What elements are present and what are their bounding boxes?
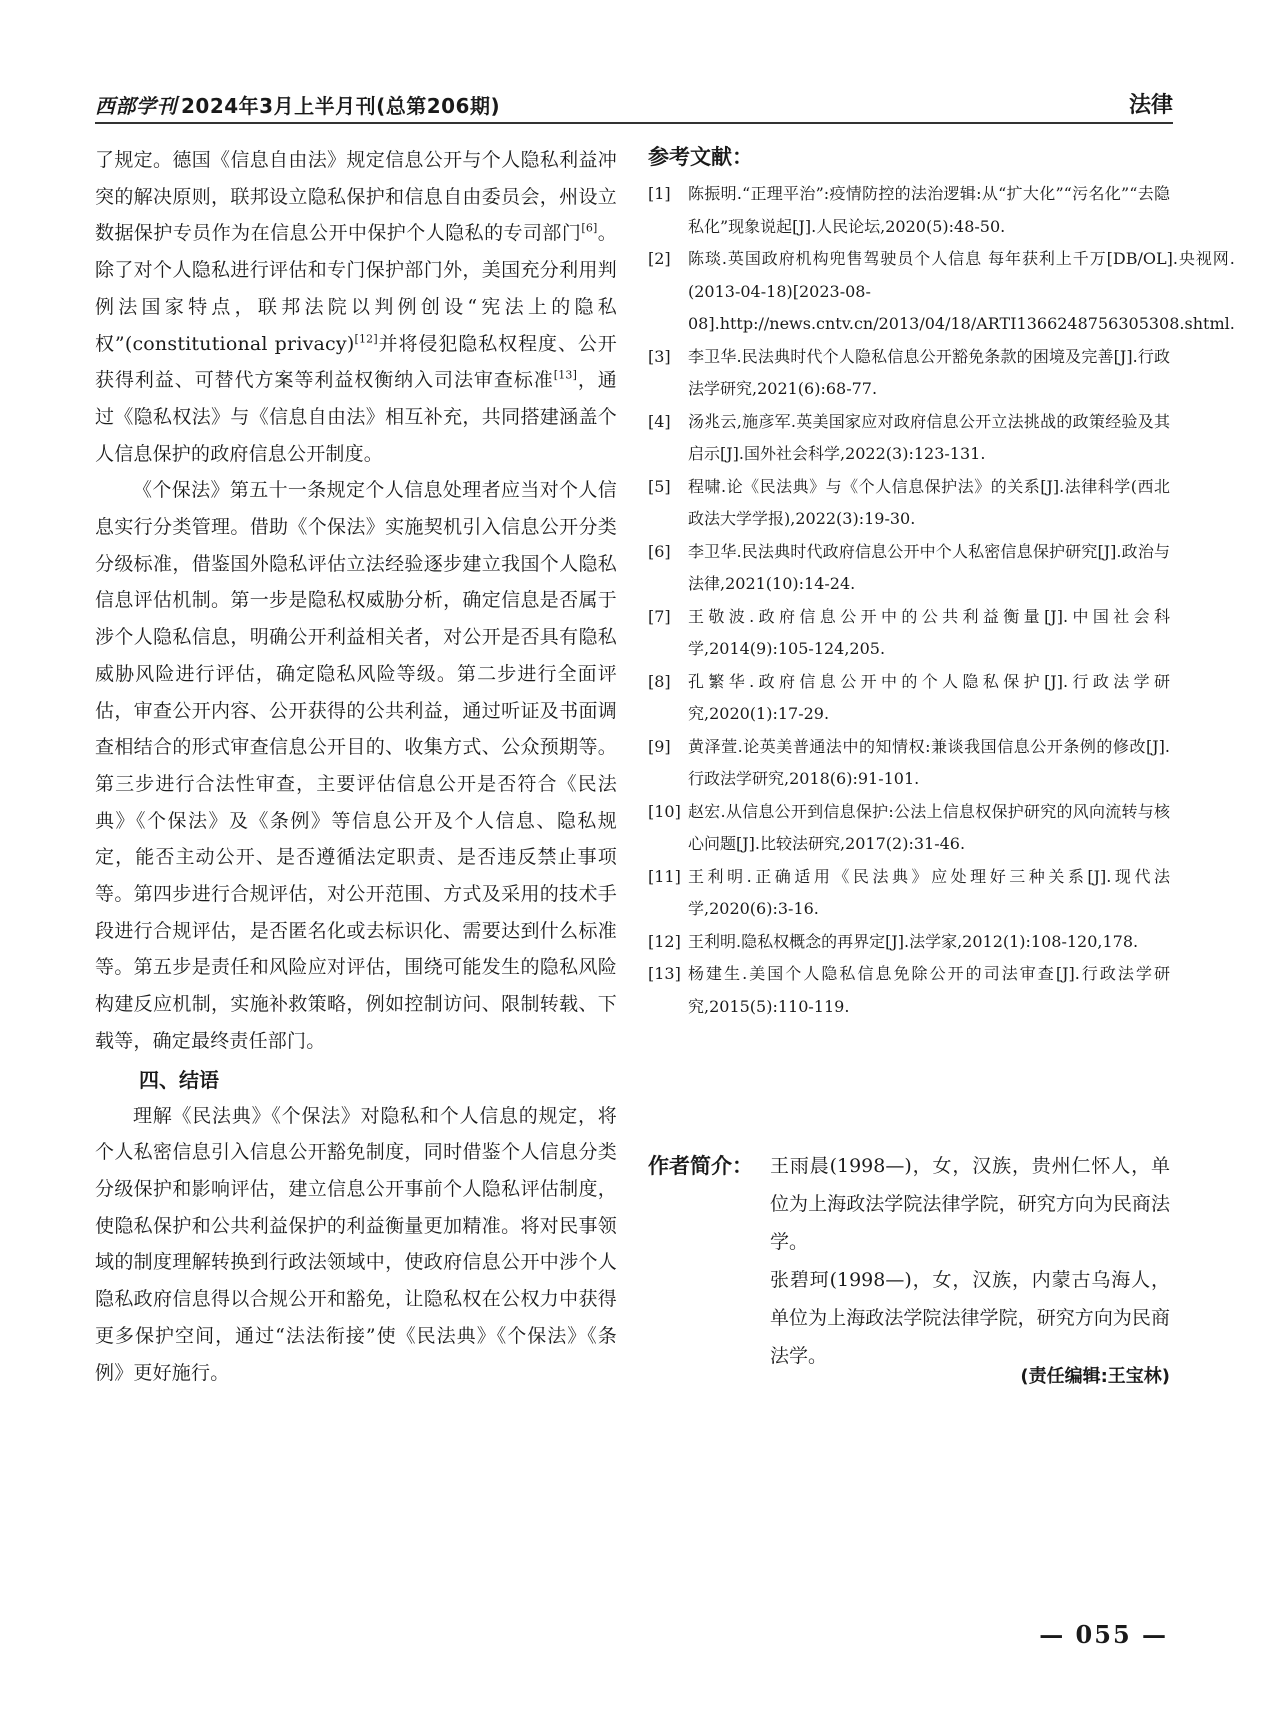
reference-item xyxy=(648,796,1170,861)
reference-list xyxy=(648,178,1235,1023)
reference-number: [10] xyxy=(648,801,681,821)
reference-item xyxy=(648,178,1170,243)
reference-item xyxy=(648,861,1170,926)
reference-text: 李卫华.民法典时代个人隐私信息公开豁免条款的困境及完善[J].行政法学研究,2021(6):68-77. xyxy=(688,346,1170,398)
author-entry: 张碧珂(1998—)，女，汉族，内蒙古乌海人，单位为上海政法学院法律学院，研究方向为民商法学。 xyxy=(770,1269,1170,1367)
reference-item xyxy=(648,406,1170,471)
reference-item xyxy=(648,731,1170,796)
page-header xyxy=(95,86,1173,124)
reference-number: [5] xyxy=(648,476,671,496)
reference-number: [2] xyxy=(648,249,671,268)
reference-number: [7] xyxy=(648,606,671,626)
right-column xyxy=(648,142,1235,1023)
reference-item xyxy=(648,926,1170,959)
author-bio-body xyxy=(770,1147,1170,1375)
reference-item xyxy=(648,471,1170,536)
citation: [6] xyxy=(581,222,598,236)
reference-text: 王利明.隐私权概念的再界定[J].法学家,2012(1):108-120,178. xyxy=(688,931,1139,951)
reference-text: 汤兆云,施彦军.英美国家应对政府信息公开立法挑战的政策经验及其启示[J].国外社会科学,2022(3):123-131. xyxy=(688,411,1170,463)
paragraph-text: 。除了对个人隐私进行评估和专门保护部门外，美国充分利用判例法国家特点，联邦法院以判例创设“宪法上的隐私权”(constitutional privacy) xyxy=(95,222,617,355)
author-bio xyxy=(648,1147,1170,1375)
reference-item xyxy=(648,243,1235,341)
reference-number: [3] xyxy=(648,346,671,366)
journal-logo: 西部学刊 xyxy=(95,94,177,118)
reference-text: 李卫华.民法典时代政府信息公开中个人私密信息保护研究[J].政治与法律,2021(10):14-24. xyxy=(688,541,1170,593)
reference-number: [6] xyxy=(648,541,671,561)
reference-text: 王敬波.政府信息公开中的公共利益衡量[J].中国社会科学,2014(9):105-124,205. xyxy=(688,606,1170,658)
reference-text: 程啸.论《民法典》与《个人信息保护法》的关系[J].法律科学(西北政法大学学报),2022(3):19-30. xyxy=(688,476,1170,528)
responsible-editor: (责任编辑:王宝林) xyxy=(1020,1366,1170,1387)
reference-item xyxy=(648,958,1170,1023)
reference-text: 黄泽萱.论英美普通法中的知情权:兼谈我国信息公开条例的修改[J].行政法学研究,2018(6):91-101. xyxy=(688,736,1170,788)
reference-text: 王利明.正确适用《民法典》应处理好三种关系[J].现代法学,2020(6):3-16. xyxy=(688,866,1170,918)
journal-title xyxy=(95,90,500,119)
reference-item xyxy=(648,601,1170,666)
issue-info: 2024年3月上半月刊(总第206期) xyxy=(181,94,501,118)
reference-item xyxy=(648,341,1170,406)
reference-item xyxy=(648,666,1170,731)
body-paragraph xyxy=(95,142,617,472)
paragraph-text: ，通过《隐私权法》与《信息自由法》相互补充，共同搭建涵盖个人信息保护的政府信息公开制度。 xyxy=(95,369,617,465)
reference-number: [12] xyxy=(648,931,681,951)
left-column xyxy=(95,142,617,1391)
author-entry: 王雨晨(1998—)，女，汉族，贵州仁怀人，单位为上海政法学院法律学院，研究方向为民商法学。 xyxy=(770,1155,1170,1253)
reference-text: 孔繁华.政府信息公开中的个人隐私保护[J].行政法学研究,2020(1):17-29. xyxy=(688,671,1170,723)
section-heading: 四、结语 xyxy=(139,1067,219,1092)
reference-text: 杨建生.美国个人隐私信息免除公开的司法审查[J].行政法学研究,2015(5):110-119. xyxy=(688,964,1170,1016)
reference-number: [4] xyxy=(648,411,671,431)
section-label: 法律 xyxy=(1128,93,1173,118)
reference-number: [9] xyxy=(648,736,671,756)
reference-number: [11] xyxy=(648,866,681,886)
paragraph-text: 了规定。德国《信息自由法》规定信息公开与个人隐私利益冲突的解决原则，联邦设立隐私保护和信息自由委员会，州设立数据保护专员作为在信息公开中保护个人隐私的专司部门 xyxy=(95,149,617,245)
reference-item xyxy=(648,536,1170,601)
reference-number: [1] xyxy=(648,184,671,203)
references-title: 参考文献： xyxy=(648,145,753,169)
reference-number: [8] xyxy=(648,671,671,691)
author-bio-label: 作者简介： xyxy=(648,1154,753,1178)
reference-number: [13] xyxy=(648,964,681,983)
reference-text: 赵宏.从信息公开到信息保护:公法上信息权保护研究的风向流转与核心问题[J].比较法研究,2017(2):31-46. xyxy=(688,801,1170,853)
citation: [12] xyxy=(354,332,378,346)
body-paragraph: 《个保法》第五十一条规定个人信息处理者应当对个人信息实行分类管理。借助《个保法》实施契机引入信息公开分类分级标准，借鉴国外隐私评估立法经验逐步建立我国个人隐私信息评估机制。第一步是隐私权威胁分析，确定信息是否属于涉个人隐私信息，明确公开利益相关者，对公开是否具有隐私威胁风险进行评估，确定隐私风险等级。第二步进行全面评估，审查公开内容、公开获得的公共利益，通过听证及书面调查相结合的形式审查信息公开目的、收集方式、公众预期等。第三步进行合法性审查，主要评估信息公开是否符合《民法典》《个保法》及《条例》等信息公开及个人信息、隐私规定，能否主动公开、是否遵循法定职责、是否违反禁止事项等。第四步进行合规评估，对公开范围、方式及采用的技术手段进行合规评估，是否匿名化或去标识化、需要达到什么标准等。第五步是责任和风险应对评估，围绕可能发生的隐私风险构建反应机制，实施补救策略，例如控制访问、限制转载、下载等，确定最终责任部门。 xyxy=(95,479,617,1052)
reference-text: 陈琰.英国政府机构兜售驾驶员个人信息 每年获利上千万[DB/OL].央视网.(2013-04-18)[2023-08-08].http://news.cntv.cn/2013/04/18/ARTI1366248756305308.shtml. xyxy=(688,249,1235,333)
reference-text: 陈振明.“正理平治”:疫情防控的法治逻辑:从“扩大化”“污名化”“去隐私化”现象说起[J].人民论坛,2020(5):48-50. xyxy=(688,184,1170,236)
page-number: — 055 — xyxy=(1039,1620,1168,1649)
citation: [13] xyxy=(553,368,578,382)
paragraph-text: 并将侵犯隐私权程度、公开获得利益、可替代方案等利益权衡纳入司法审查标准 xyxy=(95,332,618,392)
body-paragraph: 理解《民法典》《个保法》对隐私和个人信息的规定，将个人私密信息引入信息公开豁免制度，同时借鉴个人信息分类分级保护和影响评估，建立信息公开事前个人隐私评估制度，使隐私保护和公共利益保护的利益衡量更加精准。将对民事领域的制度理解转换到行政法领域中，使政府信息公开中涉个人隐私政府信息得以合规公开和豁免，让隐私权在公权力中获得更多保护空间，通过“法法衔接”使《民法典》《个保法》《条例》更好施行。 xyxy=(95,1104,617,1384)
